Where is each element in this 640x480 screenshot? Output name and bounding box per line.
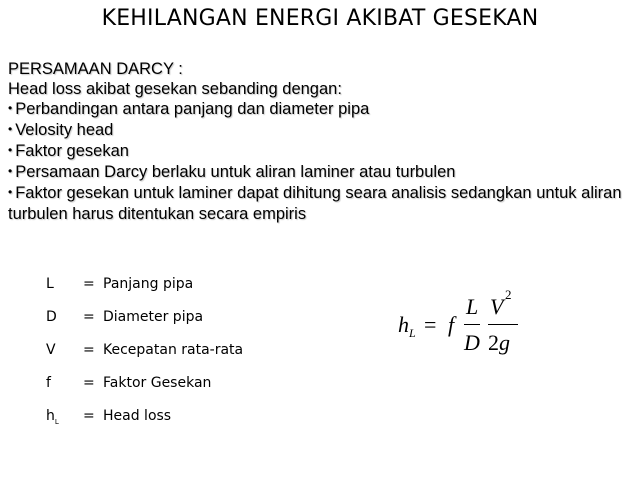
definition-text: Diameter pipa [103,309,204,325]
equals-sign: = [83,375,95,391]
bullet-icon: • [8,164,13,178]
definition-symbol: L [46,276,54,292]
definition-symbol: D [46,309,57,325]
bullet-icon: • [8,143,13,157]
fraction-bar [464,324,480,325]
formula-frac2-denominator: 2g [488,330,510,355]
equals-sign: = [83,276,95,292]
bullet-item: • Faktor gesekan [8,142,129,160]
formula-exponent: 2 [505,287,512,302]
bullet-icon: • [8,101,13,115]
page-title: KEHILANGAN ENERGI AKIBAT GESEKAN [101,6,539,31]
text-block [8,59,633,224]
fraction-bar [488,324,518,325]
formula-frac1-denominator: D [464,330,480,355]
equals-sign: = [83,408,95,424]
intro-text: Head loss akibat gesekan sebanding dengan: [8,80,342,98]
definition-symbol: f [46,375,51,391]
section-heading: PERSAMAAN DARCY : [8,60,183,78]
bullet-item: • Persamaan Darcy berlaku untuk aliran laminer atau turbulen [8,163,456,181]
formula-frac2-numerator: V [490,294,504,319]
definition-text: Kecepatan rata-rata [103,342,244,358]
definition-text: Panjang pipa [103,276,194,292]
equals-sign: = [83,342,95,358]
bullet-icon: • [8,185,13,199]
formula-equals: = [424,312,437,337]
bullet-item: • Perbandingan antara panjang dan diameter pipa [8,100,370,118]
definition-text: Head loss [103,408,172,424]
formula-lhs-subscript: L [409,326,416,340]
definition-symbol: $h_L$ [46,408,59,426]
definition-symbol: V [46,342,56,358]
formula-friction-factor: f [448,312,455,337]
darcy-formula [388,284,538,364]
bullet-icon: • [8,122,13,136]
formula-lhs: $h_L$ [398,312,416,340]
equals-sign: = [83,309,95,325]
formula-frac1-numerator: L [466,294,479,319]
bullet-item: • Velosity head [8,121,114,139]
definition-text: Faktor Gesekan [103,375,212,391]
definition-subscript: L [54,417,59,426]
bullet-item: • Faktor gesekan untuk laminer dapat dihitung seara analisis sedangkan untuk aliran turbulen harus ditentukan secara empiris [8,184,622,223]
